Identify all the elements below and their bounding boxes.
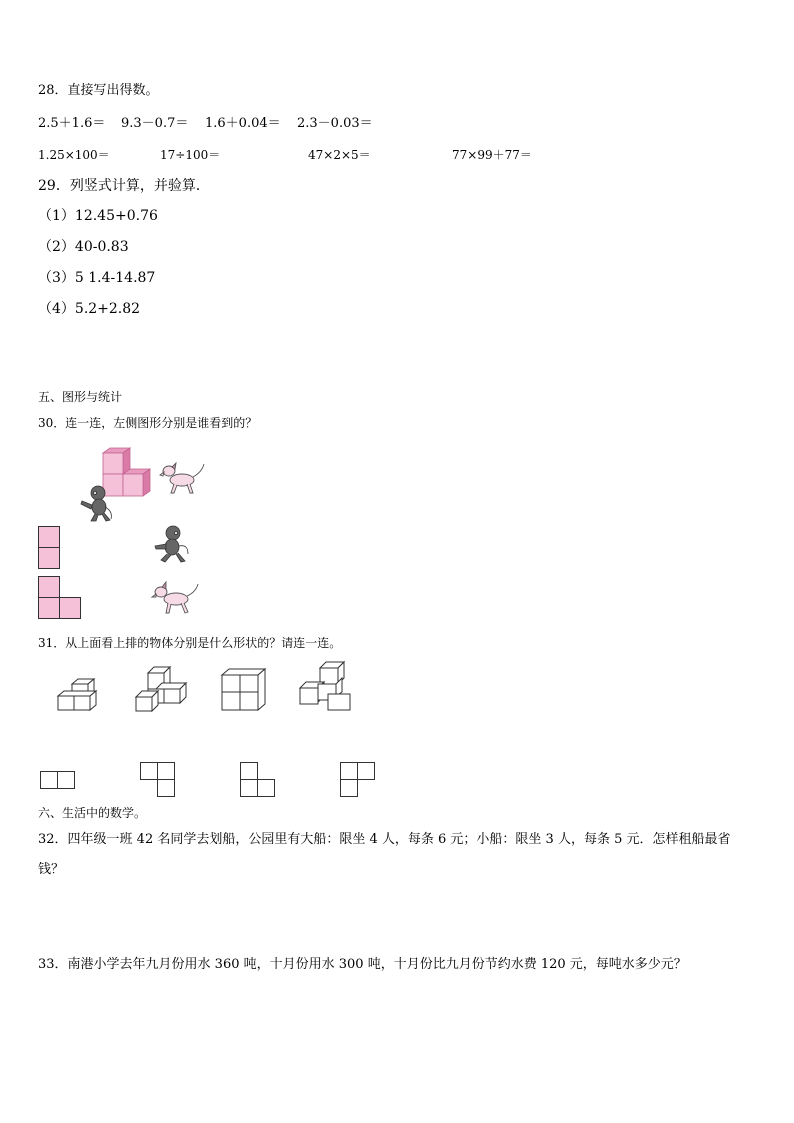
- cube-arrangement-4: [300, 660, 352, 712]
- q28-r2-c3: 47×2×5＝: [308, 148, 371, 162]
- top-view-shape-3: [240, 762, 276, 798]
- dog-icon-2: [152, 580, 200, 616]
- cube-arrangement-2: [136, 665, 188, 713]
- q29-title: 29．列竖式计算，并验算．: [38, 178, 210, 194]
- q29-item-3: （3）5 1.4-14.87: [38, 270, 156, 286]
- monkey-icon: [78, 483, 116, 523]
- view-shape-l: [38, 576, 82, 620]
- top-view-shape-2: [140, 762, 176, 798]
- q28-title: 28．直接写出得数。: [38, 83, 159, 98]
- section5-title: 五、图形与统计: [38, 390, 123, 404]
- q32-line1: 32．四年级一班 42 名同学去划船，公园里有大船：限坐 4 人，每条 6 元；小船：限坐 3 人，每条 5 元．怎样租船最省: [38, 832, 731, 847]
- q33-title: 33．南港小学去年九月份用水 360 吨，十月份用水 300 吨，十月份比九月份节约水费 120 元，每吨水多少元？: [38, 957, 687, 972]
- q30-title: 30．连一连，左侧图形分别是谁看到的？: [38, 416, 258, 430]
- q28-r1-c3: 1.6＋0.04＝: [205, 116, 281, 131]
- q29-item-1: （1）12.45+0.76: [38, 208, 158, 224]
- q28-r2-c2: 17÷100＝: [160, 148, 221, 162]
- q32-line2: 钱？: [38, 862, 65, 877]
- q29-item-4: （4）5.2+2.82: [38, 301, 141, 317]
- q28-r1-c2: 9.3－0.7＝: [121, 116, 189, 131]
- q28-r2-c1: 1.25×100＝: [38, 148, 110, 162]
- view-shape-two-stacked: [38, 526, 60, 570]
- section6-title: 六、生活中的数学。: [38, 806, 147, 820]
- q28-r1-c1: 2.5＋1.6＝: [38, 116, 106, 131]
- cube-arrangement-3: [222, 668, 268, 712]
- top-view-two-horizontal: [40, 771, 76, 789]
- q31-title: 31．从上面看上排的物体分别是什么形状的？请连一连。: [38, 636, 342, 650]
- q28-r1-c4: 2.3－0.03＝: [297, 116, 373, 131]
- q29-item-2: （2）40-0.83: [38, 239, 129, 255]
- top-view-shape-4: [340, 762, 376, 798]
- q28-r2-c4: 77×99＋77＝: [452, 148, 532, 162]
- monkey-icon-2: [152, 524, 192, 564]
- cube-arrangement-1: [58, 676, 104, 712]
- dog-icon: [160, 460, 208, 496]
